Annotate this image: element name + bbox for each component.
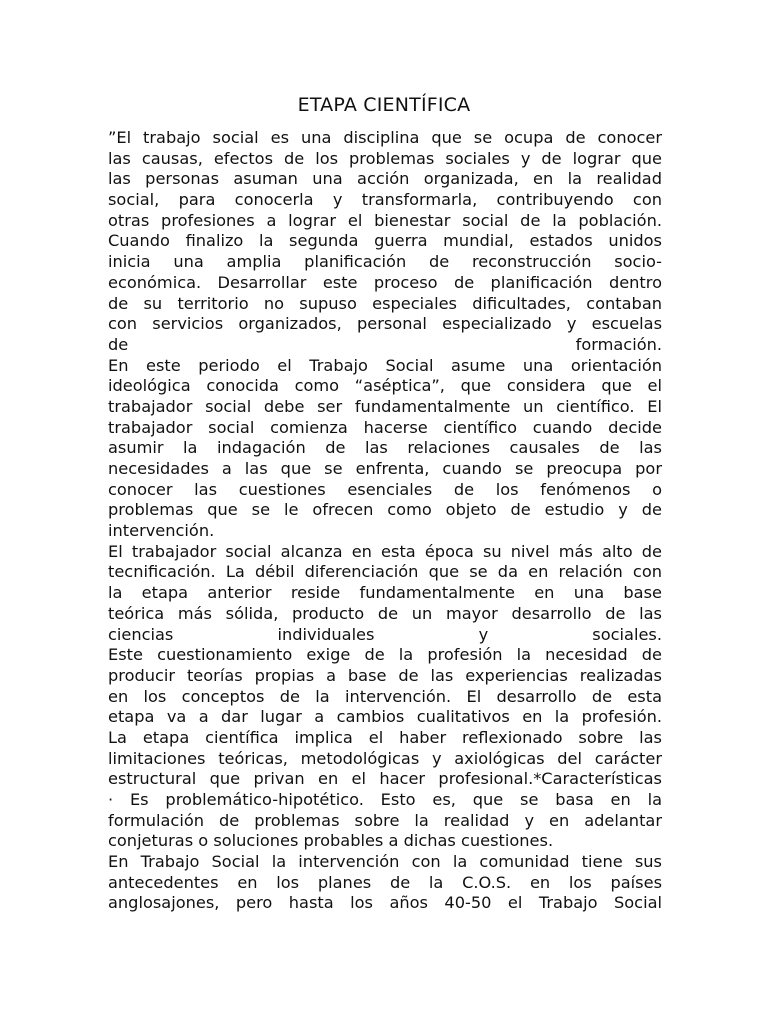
text-line: en los conceptos de la intervención. El desarrollo de esta bbox=[108, 686, 662, 706]
text-line: ”El trabajo social es una disciplina que se ocupa de conocer bbox=[108, 128, 662, 147]
document-body bbox=[108, 128, 662, 914]
text-line: inicia una amplia planificación de reconstrucción socio- bbox=[108, 252, 662, 272]
text-line: ideológica conocida como “aséptica”, que considera que el bbox=[108, 376, 662, 396]
text-line: otras profesiones a lograr el bienestar social de la población. bbox=[108, 210, 662, 230]
text-line: de su territorio no supuso especiales dificultades, contaban bbox=[108, 293, 662, 313]
text-line: estructural que privan en el hacer profesional.*Características bbox=[108, 769, 662, 789]
text-line: tecnificación. La débil diferenciación que se da en relación con bbox=[108, 562, 662, 582]
text-line: antecedentes en los planes de la C.O.S. en los países bbox=[108, 872, 662, 892]
text-line: teórica más sólida, producto de un mayor desarrollo de las bbox=[108, 603, 662, 623]
text-line: En este periodo el Trabajo Social asume una orientación bbox=[108, 355, 662, 375]
text-line: conocer las cuestiones esenciales de los fenómenos o bbox=[108, 479, 662, 499]
text-line: El trabajador social alcanza en esta época su nivel más alto de bbox=[108, 541, 662, 561]
text-line: conjeturas o soluciones probables a dichas cuestiones. bbox=[108, 831, 554, 851]
text-line: producir teorías propias a base de las experiencias realizadas bbox=[108, 665, 662, 685]
text-line: · Es problemático-hipotético. Esto es, que se basa en la bbox=[108, 790, 662, 809]
text-line: Este cuestionamiento exige de la profesión la necesidad de bbox=[108, 645, 662, 665]
text-line: intervención. bbox=[108, 521, 215, 541]
text-line: trabajador social debe ser fundamentalmente un científico. El bbox=[108, 396, 662, 416]
text-line: problemas que se le ofrecen como objeto de estudio y de bbox=[108, 500, 662, 520]
text-line: social, para conocerla y transformarla, contribuyendo con bbox=[108, 190, 662, 210]
text-line: La etapa científica implica el haber reflexionado sobre las bbox=[108, 727, 662, 747]
text-line: las personas asuman una acción organizada, en la realidad bbox=[108, 169, 662, 189]
text-line: etapa va a dar lugar a cambios cualitativos en la profesión. bbox=[108, 707, 662, 727]
text-line: formulación de problemas sobre la realidad y en adelantar bbox=[108, 810, 662, 830]
text-line: Cuando finalizo la segunda guerra mundial, estados unidos bbox=[108, 231, 662, 251]
text-line: ciencias individuales y sociales. bbox=[108, 624, 662, 644]
text-line: asumir la indagación de las relaciones causales de las bbox=[108, 438, 662, 458]
document-title: ETAPA CIENTÍFICA bbox=[297, 94, 471, 116]
text-line: En Trabajo Social la intervención con la comunidad tiene sus bbox=[108, 852, 662, 872]
text-line: trabajador social comienza hacerse científico cuando decide bbox=[108, 417, 662, 437]
text-line: de formación. bbox=[108, 334, 662, 354]
text-line: con servicios organizados, personal especializado y escuelas bbox=[108, 314, 662, 334]
text-line: económica. Desarrollar este proceso de planificación dentro bbox=[108, 272, 662, 292]
text-line: limitaciones teóricas, metodológicas y axiológicas del carácter bbox=[108, 748, 662, 768]
text-line: la etapa anterior reside fundamentalmente en una base bbox=[108, 583, 662, 603]
text-line: anglosajones, pero hasta los años 40-50 el Trabajo Social bbox=[108, 893, 662, 913]
text-line: necesidades a las que se enfrenta, cuando se preocupa por bbox=[108, 459, 662, 478]
text-line: las causas, efectos de los problemas sociales y de lograr que bbox=[108, 148, 662, 168]
